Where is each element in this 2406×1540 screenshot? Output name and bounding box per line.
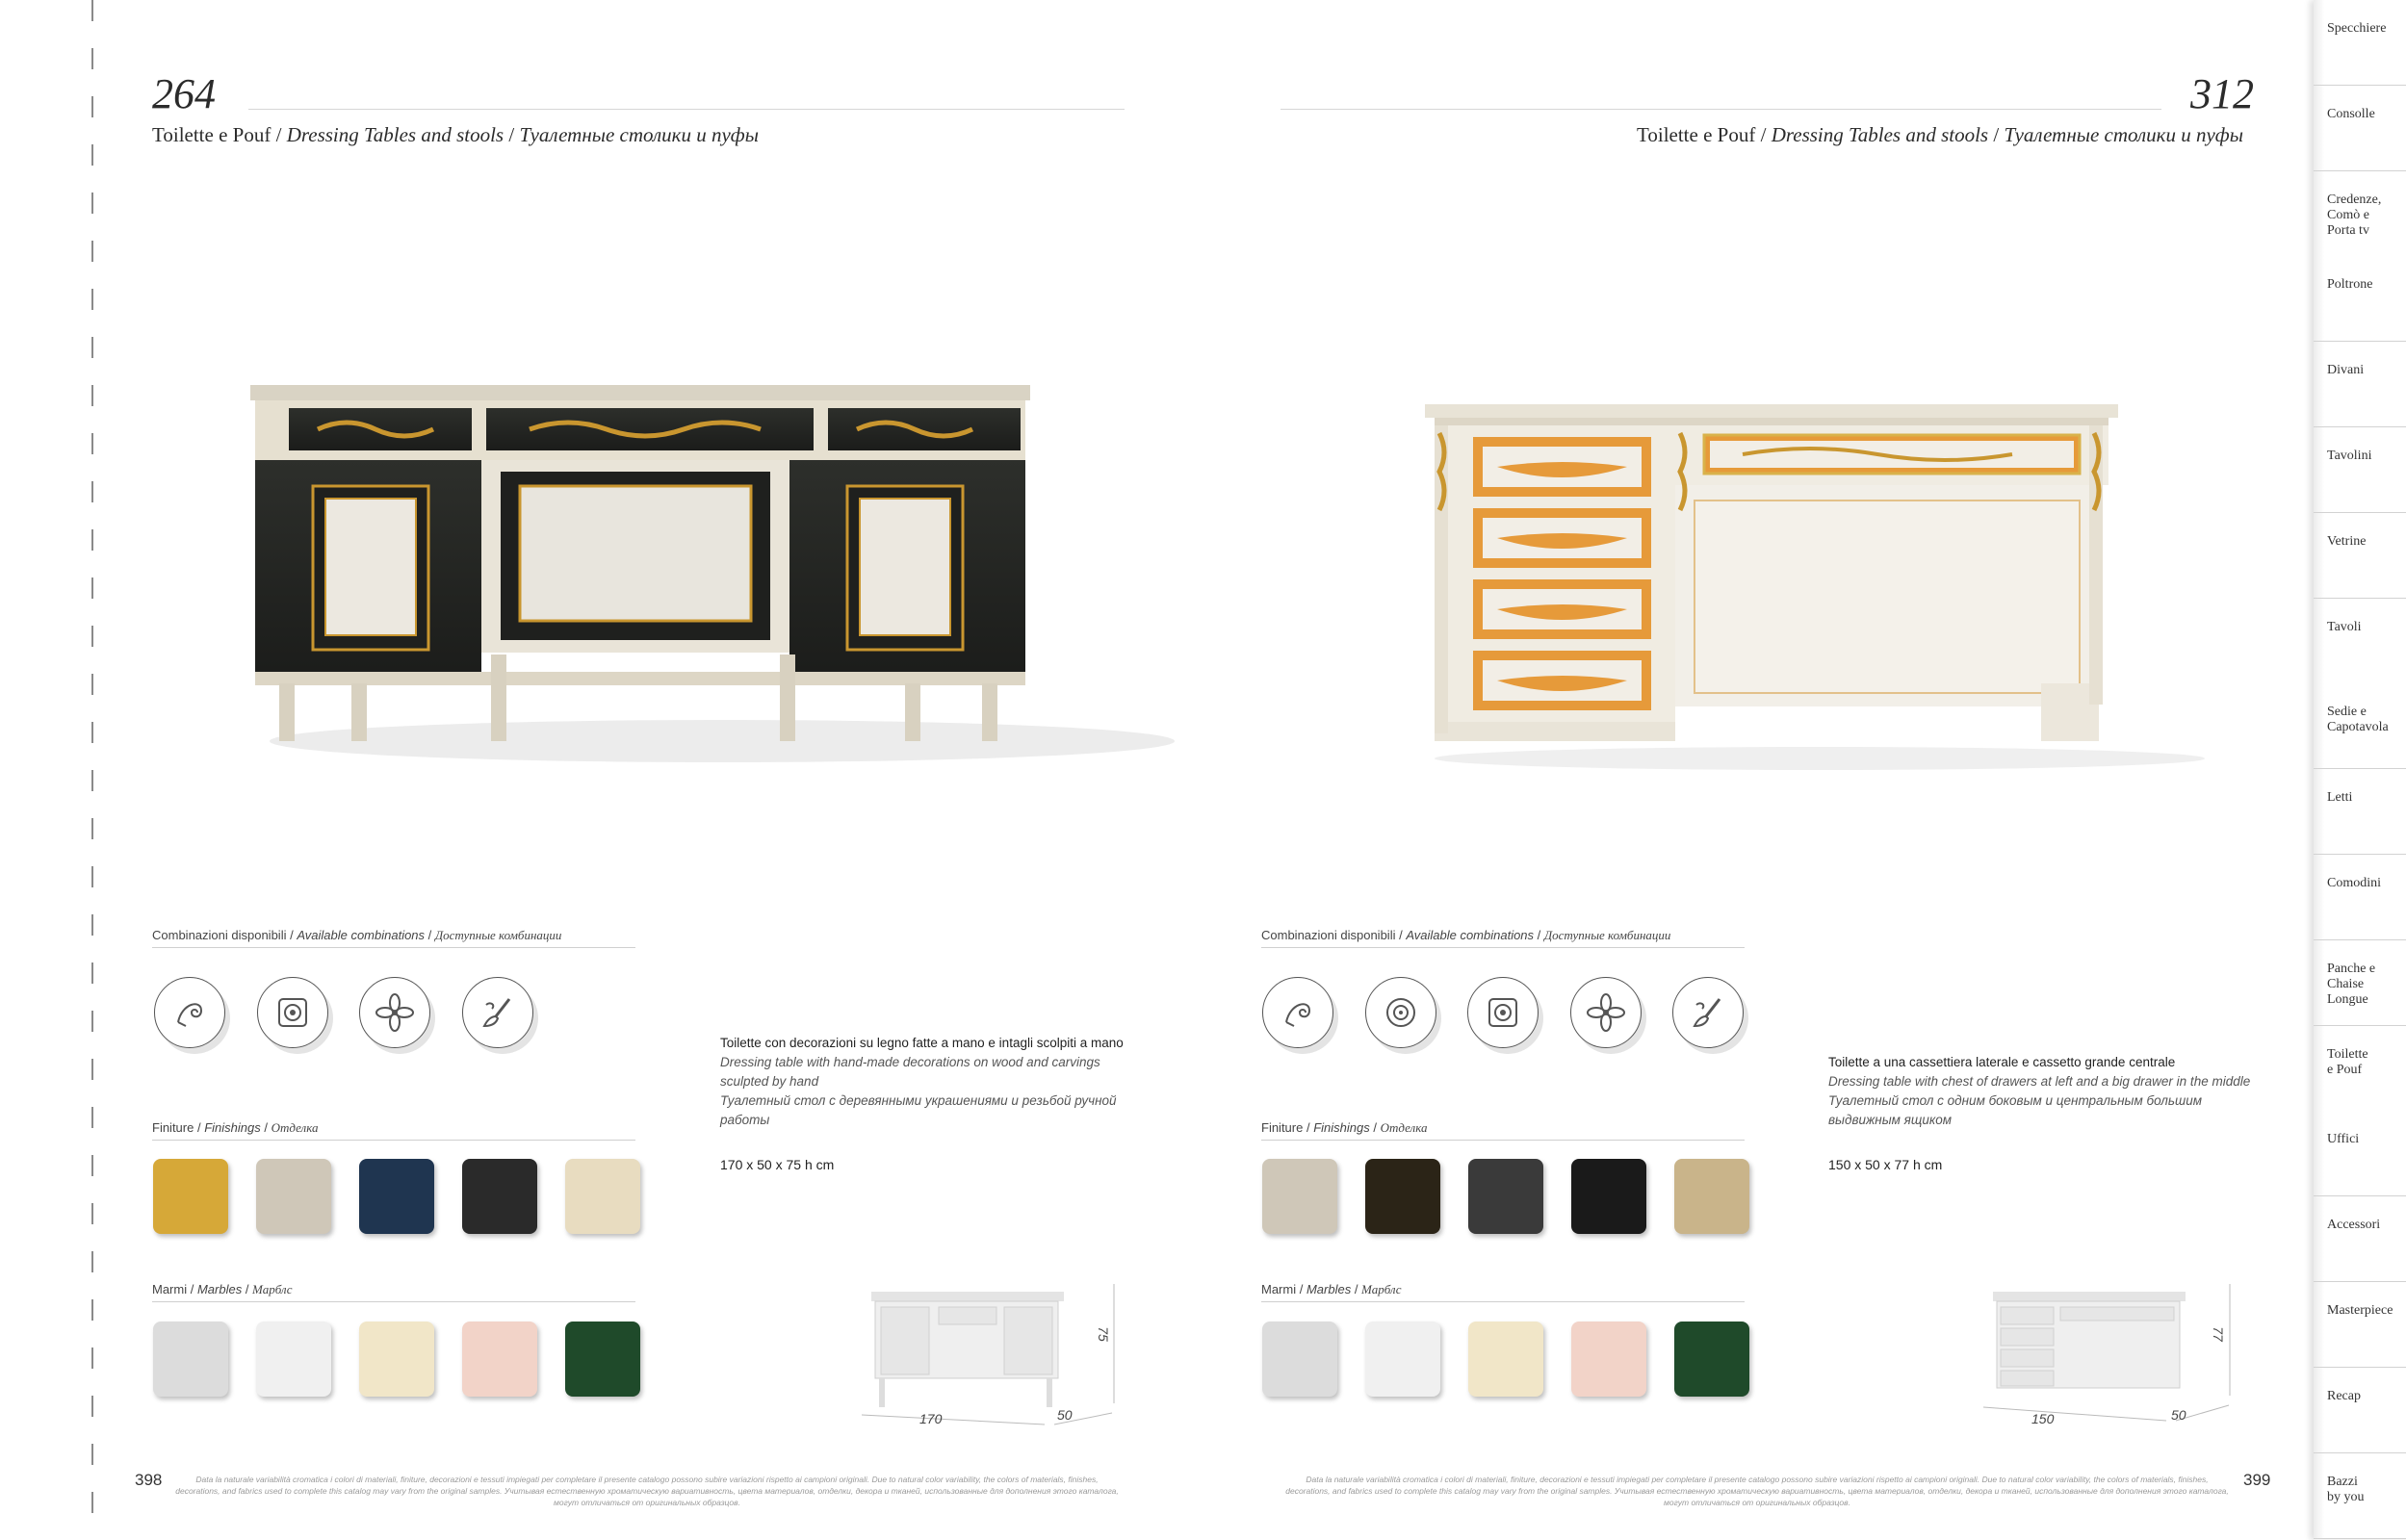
- product-description: Toilette a una cassettiera laterale e cassetto grande centrale Dressing table with chest of drawers at left and a big drawer in the middle Туалетный стол с одним боковым и центральным большим выдвижным ящиком: [1828, 1055, 2251, 1127]
- tab-label: Bazzi by you: [2327, 1474, 2365, 1504]
- product-dimensions: 170 x 50 x 75 h cm: [720, 1157, 835, 1172]
- tab-comodini[interactable]: [2314, 855, 2406, 940]
- finish-swatch: [153, 1159, 228, 1234]
- header-rule: [1281, 109, 2161, 110]
- brush-icon: [1672, 977, 1744, 1048]
- section-rule: [1261, 1301, 1745, 1302]
- page-number: 398: [135, 1471, 163, 1489]
- rosette-square-icon: [257, 977, 328, 1048]
- dimension-depth: 50: [1057, 1407, 1073, 1423]
- page-subtitle: Toilette e Pouf / Dressing Tables and stools / Туалетные столики и пуфы: [1637, 123, 2243, 146]
- finish-swatch: [1468, 1159, 1543, 1234]
- product-description: Toilette con decorazioni su legno fatte a mano e intagli scolpiti a mano Dressing table with hand-made decorations on wood and carvings sculpted by hand Туалетный стол с деревянными украшениями и резьбой ручной работы: [720, 1036, 1124, 1127]
- dimension-depth: 50: [2171, 1407, 2186, 1423]
- tab-vetrine[interactable]: [2314, 513, 2406, 599]
- dimension-drawing-264: [862, 1280, 1131, 1434]
- tab-specchiere[interactable]: [2314, 0, 2406, 86]
- marble-swatch: [359, 1322, 434, 1397]
- page-subtitle: Toilette e Pouf / Dressing Tables and stools / Туалетные столики и пуфы: [152, 123, 759, 146]
- tab-label: Uffici: [2327, 1132, 2360, 1147]
- finish-swatch: [256, 1159, 331, 1234]
- tab-toilette-e-pouf[interactable]: [2314, 1026, 2406, 1112]
- finish-swatch: [359, 1159, 434, 1234]
- tab-recap[interactable]: [2314, 1368, 2406, 1453]
- footer-disclaimer: Data la naturale variabilità cromatica i colori di materiali, finiture, decorazioni e tessuti impiegati per completare il presente catalogo possono subire variazioni rispetto ai campioni originali. Due to natural color variability, the colors of materials, finishes, decorations, and fabrics used to complete this catalog may vary from the original samples. Учитывая естественную хроматическую вариативность, цвета материалов, отделки, декора и тканей, использованные для дополнения этого каталога, могут отличаться от оригинальных образцов.: [1285, 1475, 2229, 1507]
- tab-label: Consolle: [2327, 106, 2375, 121]
- acanthus-icon: [1262, 977, 1333, 1048]
- flower-icon: [1570, 977, 1642, 1048]
- model-number: 312: [2190, 70, 2254, 117]
- marble-swatch: [1468, 1322, 1543, 1397]
- finish-swatch: [1571, 1159, 1646, 1234]
- combinations-label: Combinazioni disponibili / Available combinations / Доступные комбинации: [1261, 928, 1671, 942]
- tab-label: Masterpiece: [2327, 1303, 2393, 1318]
- tab-label: Recap: [2327, 1388, 2361, 1403]
- tab-label: Panche e Chaise Longue: [2327, 961, 2376, 1007]
- tab-uffici[interactable]: [2314, 1111, 2406, 1196]
- marble-swatch: [1262, 1322, 1337, 1397]
- tab-bazzi-by-you[interactable]: [2314, 1453, 2406, 1539]
- product-image-264: [241, 366, 1175, 770]
- tab-poltrone[interactable]: [2314, 256, 2406, 342]
- tab-label: Accessori: [2327, 1218, 2381, 1233]
- finishes-label: Finiture / Finishings / Отделка: [1261, 1120, 1428, 1135]
- dimension-height: 77: [2210, 1326, 2226, 1342]
- marble-swatch: [256, 1322, 331, 1397]
- section-rule: [1261, 1140, 1745, 1141]
- product-dimensions: 150 x 50 x 77 h cm: [1828, 1157, 1943, 1172]
- finish-swatch: [1365, 1159, 1440, 1234]
- tab-label: Divani: [2327, 363, 2365, 378]
- brush-icon: [462, 977, 533, 1048]
- tab-label: Sedie e Capotavola: [2327, 705, 2389, 735]
- marble-swatch: [1365, 1322, 1440, 1397]
- acanthus-icon: [154, 977, 225, 1048]
- tab-label: Tavoli: [2327, 619, 2362, 634]
- tab-consolle[interactable]: [2314, 86, 2406, 171]
- tab-divani[interactable]: [2314, 342, 2406, 427]
- tab-letti[interactable]: [2314, 769, 2406, 855]
- marble-swatch: [565, 1322, 640, 1397]
- tab-masterpiece[interactable]: [2314, 1282, 2406, 1368]
- category-tabs: [2314, 0, 2406, 1540]
- flower-icon: [359, 977, 430, 1048]
- dimension-height: 75: [1095, 1326, 1111, 1342]
- marble-swatch: [1571, 1322, 1646, 1397]
- tab-label: Letti: [2327, 790, 2353, 806]
- finish-swatch: [1674, 1159, 1749, 1234]
- finish-swatch: [462, 1159, 537, 1234]
- section-rule: [152, 1301, 635, 1302]
- tab-panche-e-chaise-longue[interactable]: [2314, 940, 2406, 1026]
- marbles-label: Marmi / Marbles / Марблс: [152, 1282, 293, 1296]
- tab-label: Credenze, Comò e Porta tv: [2327, 192, 2382, 238]
- medallion-icon: [1365, 977, 1436, 1048]
- dimension-drawing-312: [1974, 1280, 2243, 1434]
- section-rule: [152, 1140, 635, 1141]
- marbles-label: Marmi / Marbles / Марблс: [1261, 1282, 1402, 1296]
- section-rule: [152, 947, 635, 948]
- marble-swatch: [1674, 1322, 1749, 1397]
- tab-label: Poltrone: [2327, 277, 2373, 293]
- tab-accessori[interactable]: [2314, 1196, 2406, 1282]
- tab-label: Comodini: [2327, 876, 2382, 890]
- tab-label: Toilette e Pouf: [2327, 1046, 2368, 1077]
- finishes-label: Finiture / Finishings / Отделка: [152, 1120, 319, 1135]
- rosette-square-icon: [1467, 977, 1539, 1048]
- tab-label: Vetrine: [2327, 533, 2367, 549]
- model-number: 264: [152, 70, 216, 117]
- page-number: 399: [2243, 1471, 2271, 1489]
- marble-swatch: [462, 1322, 537, 1397]
- page-edge-dashes: [91, 0, 93, 1540]
- tab-tavolini[interactable]: [2314, 427, 2406, 513]
- product-image-312: [1415, 395, 2224, 770]
- section-rule: [1261, 947, 1745, 948]
- tab-sedie-e-capotavola[interactable]: [2314, 683, 2406, 769]
- footer-disclaimer: Data la naturale variabilità cromatica i colori di materiali, finiture, decorazioni e tessuti impiegati per completare il presente catalogo possono subire variazioni rispetto ai campioni originali. Due to natural color variability, the colors of materials, finishes, decorations, and fabrics used to complete this catalog may vary from the original samples. Учитывая естественную хроматическую вариативность, цвета материалов, отделки, декора и тканей, использованные для дополнения этого каталога, могут отличаться от оригинальных образцов.: [175, 1475, 1119, 1507]
- tab-tavoli[interactable]: [2314, 599, 2406, 684]
- tab-label: Tavolini: [2327, 449, 2372, 463]
- marble-swatch: [153, 1322, 228, 1397]
- combinations-label: Combinazioni disponibili / Available combinations / Доступные комбинации: [152, 928, 562, 942]
- dimension-width: 170: [919, 1411, 943, 1426]
- tab-label: Specchiere: [2327, 21, 2387, 36]
- header-rule: [248, 109, 1125, 110]
- tab-credenze-com-e-porta-tv[interactable]: [2314, 171, 2406, 257]
- finish-swatch: [1262, 1159, 1337, 1234]
- dimension-width: 150: [2031, 1411, 2055, 1426]
- finish-swatch: [565, 1159, 640, 1234]
